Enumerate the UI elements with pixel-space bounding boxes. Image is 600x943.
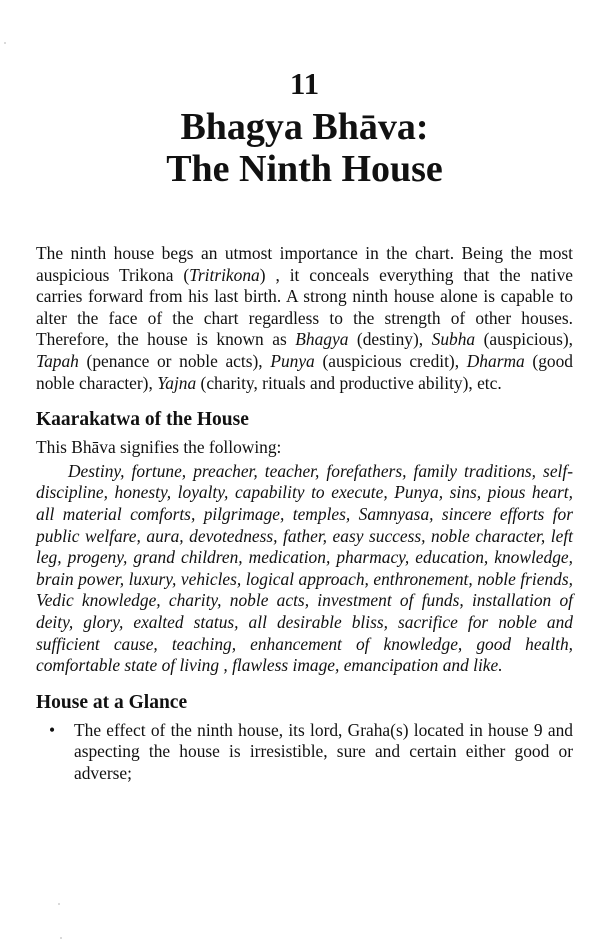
intro-text-segment: The ninth house begs an utmost importance in the chart. Being the most auspicious Trikona ( (36, 243, 573, 285)
intro-text-segment: (penance or noble acts), (78, 350, 271, 371)
intro-text-segment: (auspicious), (475, 329, 573, 350)
scan-speck (58, 903, 60, 905)
chapter-title (36, 106, 573, 190)
kaarakatwa-section (36, 408, 573, 677)
italic-term: Yajna (157, 372, 197, 393)
intro-text-segment: (charity, rituals and productive ability), etc. (196, 372, 502, 393)
chapter-title-line-2: The Ninth House (166, 148, 443, 190)
section-heading-kaarakatwa: Kaarakatwa of the House (36, 409, 249, 431)
bullet-icon: • (49, 719, 56, 740)
list-item (36, 720, 573, 785)
intro-text-segment: (auspicious credit), (314, 350, 467, 371)
italic-term: Tritrikona (189, 264, 260, 285)
scan-speck (60, 937, 62, 939)
italic-term: Tapah (36, 350, 79, 371)
intro-paragraph (36, 243, 573, 394)
book-page (36, 0, 573, 784)
intro-text-segment: (good noble character), (36, 350, 573, 393)
italic-term: Bhagya (295, 329, 349, 350)
italic-term: Punya (270, 350, 315, 371)
section-heading-glance: House at a Glance (36, 691, 188, 713)
chapter-title-line-1: Bhagya Bhāva: (180, 106, 429, 148)
chapter-header (36, 66, 573, 190)
intro-text-segment: (destiny), (348, 329, 432, 350)
intro-text-segment: ) , it conceals everything that the native carries forward from his last birth. A strong ninth house alone is capable to alter the face of the chart regardless to the strength of other houses. Therefore, the house is known as (36, 264, 573, 350)
italic-term: Subha (431, 329, 476, 350)
italic-term: Dharma (466, 350, 525, 371)
glance-section (36, 691, 573, 785)
scan-speck (4, 42, 6, 44)
chapter-number: 11 (289, 66, 320, 101)
kaarakatwa-significations: Destiny, fortune, preacher, teacher, forefathers, family traditions, self-discipline, honesty, loyalty, capability to execute, Punya, sins, pious heart, all material comforts, pilgrimage, temples, Samnyasa, sincere efforts for public welfare, aura, devotedness, father, easy success, noble character, left leg, progeny, grand children, medication, pharmacy, education, knowledge, brain power, luxury, vehicles, logical approach, enthronement, noble friends, Vedic knowledge, charity, noble acts, investment of funds, installation of deity, glory, exalted status, all desirable bliss, sacrifice for noble and sufficient cause, teaching, enhancement of knowledge, good health, comfortable state of living , flawless image, emancipation and like. (36, 460, 573, 676)
bullet-text: The effect of the ninth house, its lord, Graha(s) located in house 9 and aspecting the house is irresistible, sure and certain either good or adverse; (74, 719, 573, 783)
glance-bullet-list (36, 720, 573, 785)
kaarakatwa-lead: This Bhāva signifies the following: (36, 437, 282, 458)
